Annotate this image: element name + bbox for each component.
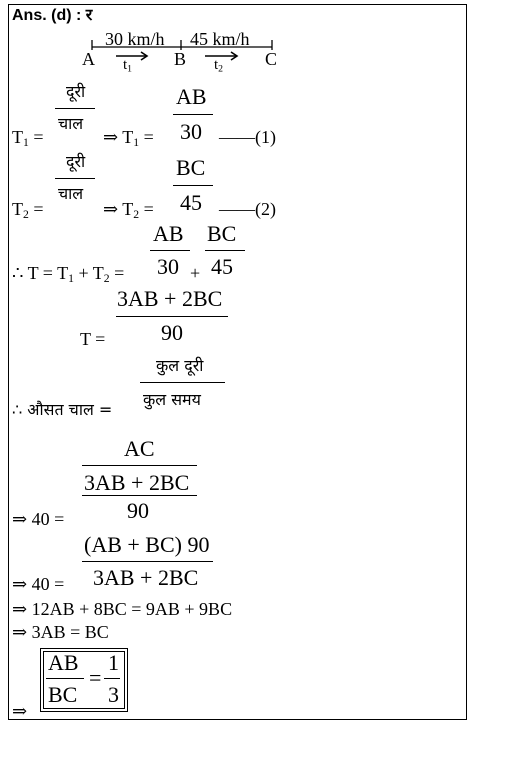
speed-label-2: 45 km/h bbox=[190, 29, 250, 49]
time-label-1: $t_1$ bbox=[123, 57, 133, 75]
eq5-num: कुल दूरी bbox=[156, 356, 204, 375]
answer-label: Ans. (d) : र bbox=[12, 7, 93, 24]
journey-line bbox=[0, 0, 505, 80]
eq4-lhs: T = bbox=[80, 329, 106, 349]
eq5-lhs: ∴ औसत चाल = bbox=[12, 400, 113, 419]
eq2-lhs: $T_2$ = bbox=[12, 199, 44, 221]
final-num1: AB bbox=[48, 650, 79, 675]
time-label-2: $t_2$ bbox=[214, 57, 224, 75]
eq3-num1: AB bbox=[153, 221, 184, 246]
eq4-num: 3AB + 2BC bbox=[117, 286, 223, 311]
eq6-den-num: 3AB + 2BC bbox=[84, 470, 190, 495]
final-bar2 bbox=[104, 678, 120, 679]
eq6-den-den: 90 bbox=[127, 498, 149, 523]
final-den2: 3 bbox=[108, 682, 119, 707]
eq1-den: 30 bbox=[180, 119, 202, 144]
step-line-9: ⇒ 3AB = BC bbox=[12, 622, 109, 642]
eq3-plus: + bbox=[190, 263, 201, 283]
point-a: A bbox=[82, 49, 95, 69]
eq1-implies: ⇒ $T_1$ = bbox=[103, 127, 154, 149]
eq3-lhs: ∴ $T = T_1 + T_2$ = bbox=[12, 263, 125, 285]
eq3-bar1 bbox=[150, 250, 190, 251]
eq1-rhs-bar bbox=[173, 114, 213, 115]
eq2-num-word: दूरी bbox=[66, 152, 86, 171]
eq1-tag: ——(1) bbox=[219, 127, 276, 147]
speed-label-1: 30 km/h bbox=[105, 29, 165, 49]
eq6-num: AC bbox=[124, 436, 155, 461]
eq6-inner-bar bbox=[82, 495, 197, 496]
eq2-rhs-bar bbox=[173, 185, 213, 186]
eq6-lhs: ⇒ 40 = bbox=[12, 509, 65, 529]
final-num2: 1 bbox=[108, 650, 119, 675]
eq3-den2: 45 bbox=[211, 254, 233, 279]
eq3-den1: 30 bbox=[157, 254, 179, 279]
eq7-bar bbox=[82, 561, 213, 562]
eq2-den: 45 bbox=[180, 190, 202, 215]
eq1-num-word: दूरी bbox=[66, 82, 86, 101]
eq1-num: AB bbox=[176, 84, 207, 109]
step-line-8: ⇒ 12AB + 8BC = 9AB + 9BC bbox=[12, 599, 233, 619]
final-den1: BC bbox=[48, 682, 78, 707]
eq6-bar bbox=[82, 465, 197, 466]
eq2-tag: ——(2) bbox=[219, 199, 276, 219]
eq2-den-word: चाल bbox=[58, 184, 84, 203]
eq2-fraction-bar bbox=[55, 178, 95, 179]
eq4-den: 90 bbox=[161, 320, 183, 345]
final-bar1 bbox=[46, 678, 84, 679]
point-b: B bbox=[174, 49, 187, 69]
eq5-den: कुल समय bbox=[143, 390, 201, 409]
final-implies: ⇒ bbox=[12, 701, 28, 721]
eq5-bar bbox=[140, 382, 225, 383]
eq3-num2: BC bbox=[207, 221, 237, 246]
eq2-num: BC bbox=[176, 155, 206, 180]
eq7-den: 3AB + 2BC bbox=[93, 565, 199, 590]
eq1-fraction-bar bbox=[55, 108, 95, 109]
eq7-num: (AB + BC) 90 bbox=[84, 532, 210, 557]
eq2-implies: ⇒ $T_2$ = bbox=[103, 199, 154, 221]
final-eq: = bbox=[89, 665, 102, 690]
point-c: C bbox=[265, 49, 278, 69]
eq4-bar bbox=[116, 316, 228, 317]
eq3-bar2 bbox=[205, 250, 245, 251]
eq1-den-word: चाल bbox=[58, 114, 84, 133]
eq7-lhs: ⇒ 40 = bbox=[12, 574, 65, 594]
eq1-lhs: $T_1$ = bbox=[12, 127, 44, 149]
